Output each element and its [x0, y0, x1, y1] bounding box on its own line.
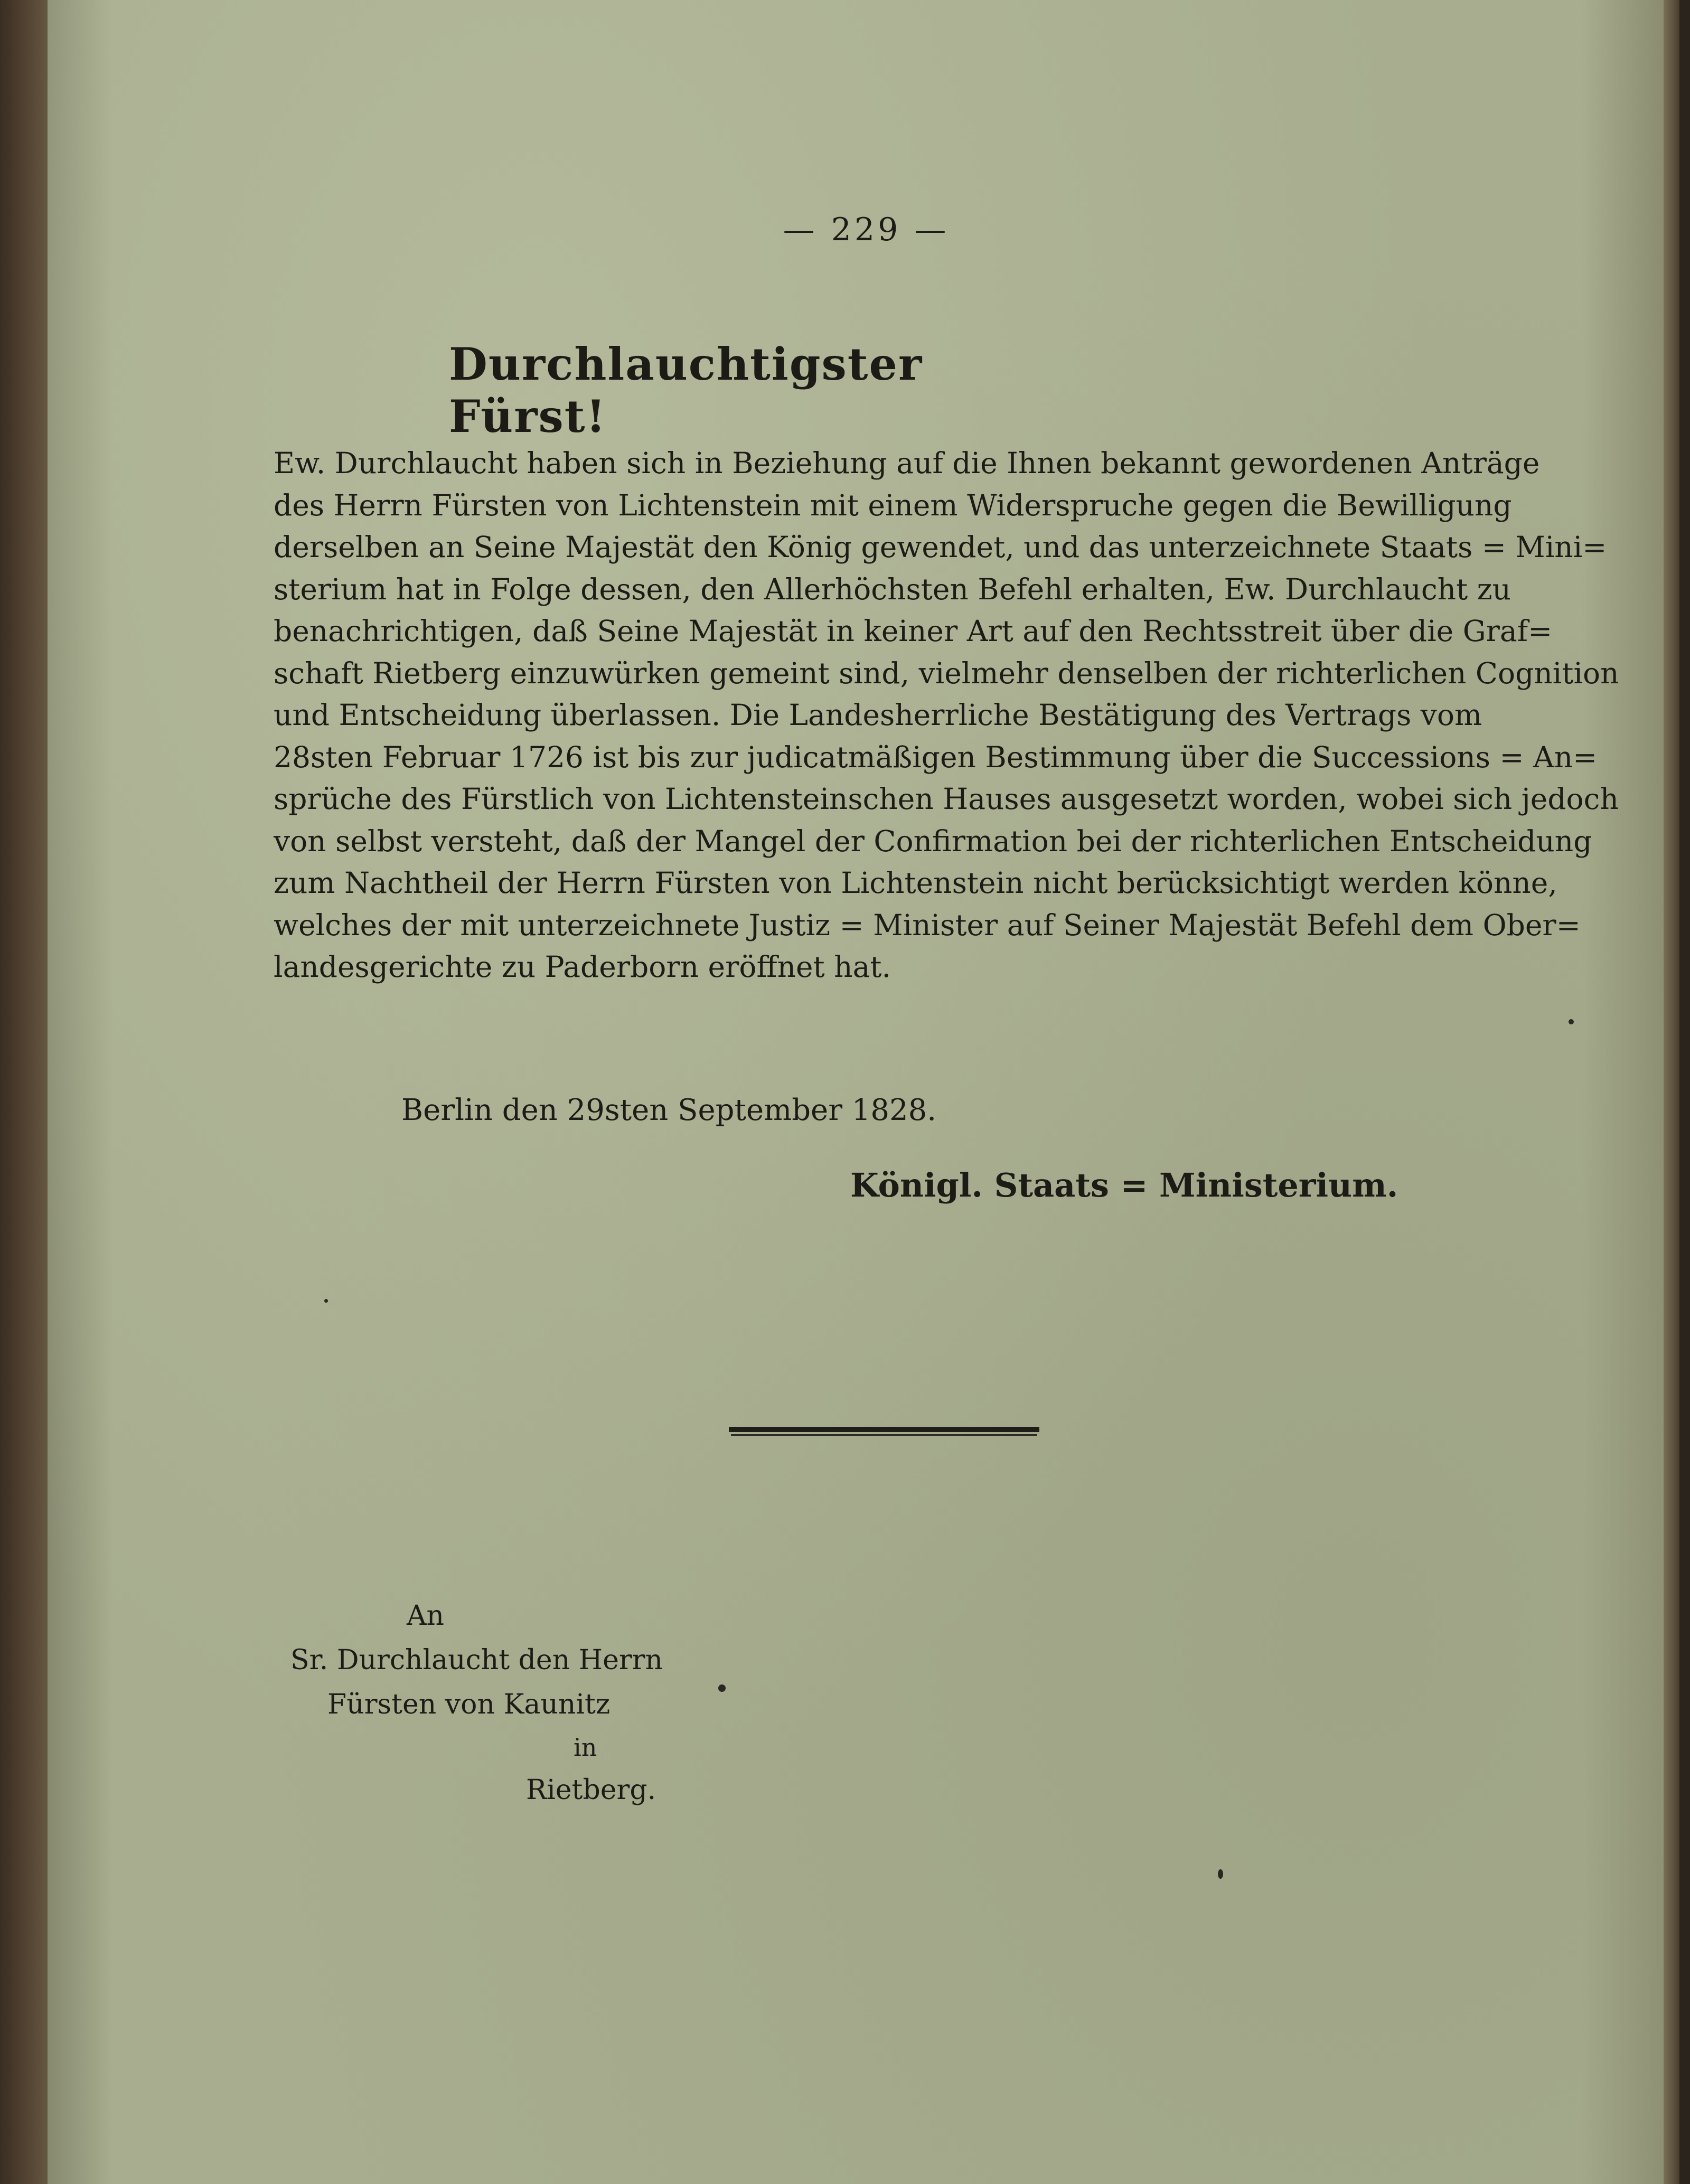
address-prefix: An — [407, 1600, 445, 1632]
divider-thick-rule — [729, 1427, 1039, 1432]
letter-body — [274, 443, 1619, 989]
body-line: schaft Rietberg einzuwürken gemeint sind, vielmehr denselben der richterlichen Cognition — [274, 656, 1619, 690]
body-line: des Herrn Fürsten von Lichtenstein mit einem Widerspruche gegen die Bewilligung — [274, 488, 1512, 522]
body-line: derselben an Seine Majestät den König gewendet, und das unterzeichnete Staats = Mini= — [274, 530, 1607, 564]
address-line-name: Fürsten von Kaunitz — [327, 1689, 611, 1720]
ink-speck — [324, 1299, 328, 1303]
address-line-title: Sr. Durchlaucht den Herrn — [290, 1644, 663, 1676]
ink-speck — [1218, 1869, 1223, 1879]
page-right-edge — [1664, 0, 1679, 2184]
document-page — [48, 0, 1679, 2184]
body-line: 28sten Februar 1726 ist bis zur judicatmäßigen Bestimmung über die Successions = An= — [274, 740, 1598, 774]
body-line: von selbst versteht, daß der Mangel der Confirmation bei der richterlichen Entscheidung — [274, 824, 1592, 858]
letter-dateline: Berlin den 29sten September 1828. — [401, 1093, 937, 1127]
body-line: Ew. Durchlaucht haben sich in Beziehung auf die Ihnen bekannt gewordenen Anträge — [274, 446, 1540, 480]
body-line: und Entscheidung überlassen. Die Landesherrliche Bestätigung des Vertrags vom — [274, 698, 1482, 732]
address-preposition: in — [574, 1733, 597, 1762]
ink-speck — [718, 1684, 726, 1692]
divider-thin-rule — [731, 1434, 1037, 1436]
body-line: zum Nachtheil der Herrn Fürsten von Lichtenstein nicht berücksichtigt werden könne, — [274, 866, 1557, 900]
page-number: — 229 — — [783, 211, 950, 248]
address-place: Rietberg. — [526, 1774, 656, 1806]
letter-salutation: Durchlauchtigster Fürst! — [449, 338, 923, 443]
section-divider — [729, 1427, 1039, 1437]
body-line: benachrichtigen, daß Seine Majestät in keiner Art auf den Rechtsstreit über die Graf= — [274, 614, 1553, 648]
body-line: sprüche des Fürstlich von Lichtensteinschen Hauses ausgesetzt worden, wobei sich jedoch — [274, 782, 1619, 816]
body-line: landesgerichte zu Paderborn eröffnet hat. — [274, 950, 891, 984]
body-line: welches der mit unterzeichnete Justiz = Minister auf Seiner Majestät Befehl dem Ober= — [274, 908, 1581, 942]
letter-signature: Königl. Staats = Ministerium. — [850, 1166, 1398, 1204]
ink-speck — [1569, 1019, 1574, 1024]
body-line: sterium hat in Folge dessen, den Allerhöchsten Befehl erhalten, Ew. Durchlaucht zu — [274, 572, 1511, 606]
